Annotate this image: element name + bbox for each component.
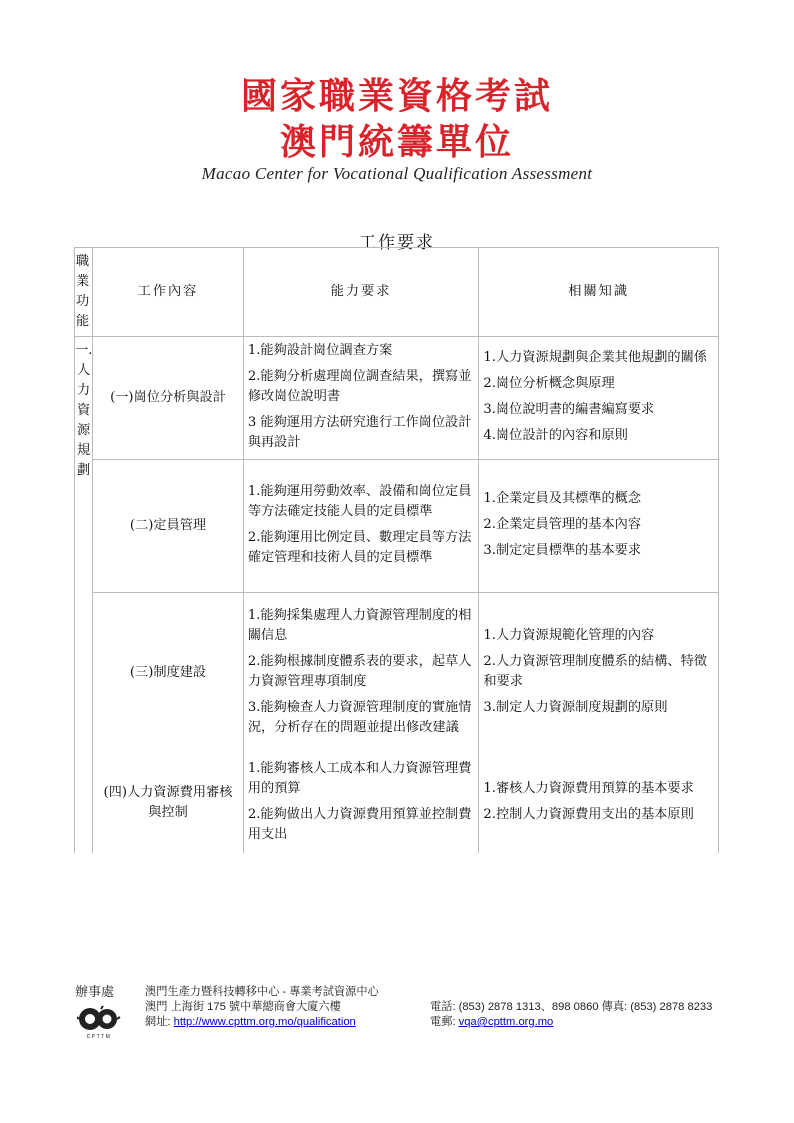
ability-cell <box>243 593 479 754</box>
table-row <box>75 593 719 754</box>
content-cell: (二)定員管理 <box>93 460 244 593</box>
ability-cell <box>243 753 479 853</box>
office-label: 辦事處 <box>75 985 115 1000</box>
email-line <box>430 1015 750 1030</box>
knowledge-cell <box>479 593 719 754</box>
ability-item: 2.能夠運用比例定員、數理定員等方法確定管理和技術人員的定員標準 <box>247 530 472 565</box>
knowledge-item: 1.審核人力資源費用預算的基本要求 <box>483 781 694 796</box>
ability-item: 3.能夠檢查人力資源管理制度的實施情況，分析存在的問題並提出修改建議 <box>247 700 472 735</box>
function-cell: 一.人力資源規劃 <box>75 337 93 854</box>
table-row <box>75 753 719 853</box>
gear-logo-icon <box>77 1005 121 1039</box>
ability-item: 2.能夠分析處理崗位調查結果，撰寫並修改崗位說明書 <box>247 369 472 404</box>
ability-item: 1.能夠設計崗位調查方案 <box>247 343 393 358</box>
knowledge-item: 3.制定定員標準的基本要求 <box>483 543 642 558</box>
email-link[interactable]: vqa@cpttm.org.mo <box>458 1016 554 1028</box>
phone-fax: 電話: (853) 2878 1313、898 0860 傳真: (853) 2878 8233 <box>430 1001 713 1013</box>
ability-cell <box>243 460 479 593</box>
website-label: 網址: <box>145 1016 174 1028</box>
ability-cell <box>243 337 479 460</box>
website-line <box>145 1015 475 1030</box>
ability-item: 3 能夠運用方法研究進行工作崗位設計與再設計 <box>247 415 472 450</box>
table-row <box>75 337 719 460</box>
header-knowledge: 相關知識 <box>479 248 719 337</box>
ability-item: 2.能夠做出人力資源費用預算並控制費用支出 <box>247 807 472 842</box>
ability-item: 1.能夠審核人工成本和人力資源管理費用的預算 <box>247 761 472 796</box>
header-function: 職業功能 <box>75 248 93 337</box>
email-label: 電郵: <box>430 1016 459 1028</box>
content-cell: (三)制度建設 <box>93 593 244 754</box>
ability-item: 1.能夠運用勞動效率、設備和崗位定員等方法確定技能人員的定員標準 <box>247 484 472 519</box>
ability-item: 1.能夠採集處理人力資源管理制度的相關信息 <box>247 608 472 643</box>
cpttm-logo <box>77 1005 121 1039</box>
knowledge-cell <box>479 337 719 460</box>
website-link[interactable]: http://www.cpttm.org.mo/qualification <box>173 1016 356 1028</box>
org-name: 澳門生產力暨科技轉移中心 - 專業考試資源中心 <box>145 986 379 998</box>
header-content: 工作內容 <box>93 248 244 337</box>
knowledge-item: 2.崗位分析概念與原理 <box>483 376 615 391</box>
knowledge-cell <box>479 753 719 853</box>
address-block <box>145 985 475 1030</box>
content-text: (四)人力資源費用審核與控制 <box>103 785 233 820</box>
contact-block <box>430 1000 750 1030</box>
section-title: 工作要求 <box>359 233 435 253</box>
table-row <box>75 460 719 593</box>
knowledge-item: 1.人力資源規範化管理的內容 <box>483 628 655 643</box>
address: 澳門 上海街 175 號中華總商會大廈六樓 <box>145 1001 341 1013</box>
knowledge-item: 1.企業定員及其標準的概念 <box>483 491 642 506</box>
subtitle: Macao Center for Vocational Qualification Assessment <box>201 164 593 183</box>
knowledge-item: 3.崗位說明書的編書編寫要求 <box>483 402 655 417</box>
title-line-1: 國家職業資格考試 <box>240 75 553 117</box>
knowledge-item: 2.控制人力資源費用支出的基本原則 <box>483 807 694 822</box>
knowledge-item: 3.制定人力資源制度規劃的原則 <box>483 700 668 715</box>
table-header-row <box>75 248 719 337</box>
knowledge-cell <box>479 460 719 593</box>
logo-text: CPTTM <box>86 1034 112 1039</box>
knowledge-item: 1.人力資源規劃與企業其他規劃的關係 <box>483 350 707 365</box>
knowledge-item: 2.人力資源管理制度體系的結構、特徵和要求 <box>483 654 707 689</box>
ability-item: 2.能夠根據制度體系表的要求，起草人力資源管理專項制度 <box>247 654 472 689</box>
content-cell: (一)崗位分析與設計 <box>93 337 244 460</box>
content-cell <box>93 753 244 853</box>
knowledge-item: 4.崗位設計的內容和原則 <box>483 428 628 443</box>
title-line-2: 澳門統籌單位 <box>279 121 514 163</box>
header-ability: 能力要求 <box>243 248 479 337</box>
knowledge-item: 2.企業定員管理的基本內容 <box>483 517 642 532</box>
work-requirements-table <box>74 247 719 853</box>
